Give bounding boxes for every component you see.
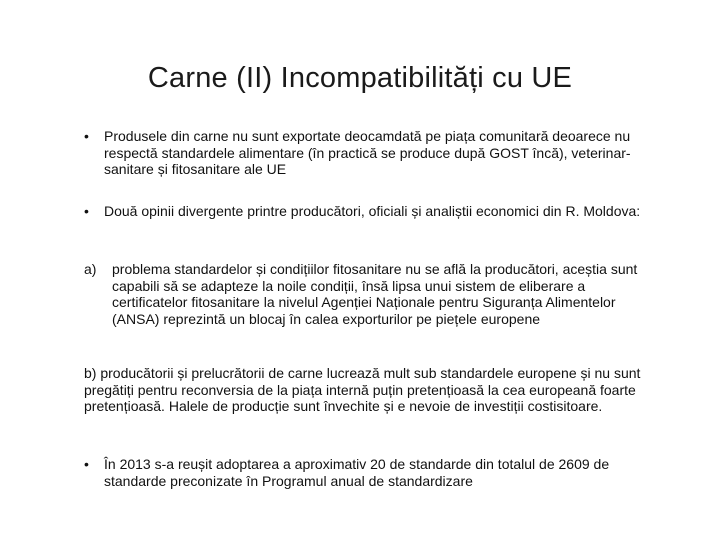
paragraph-b: b) producătorii și prelucrătorii de carne lucrează mult sub standardele europene și nu sunt pregătiți pentru reconversia de la piața internă puțin pretențioasă la cea europeană foarte pretențioasă. Halele de producție sunt învechite și e nevoie de investiții costisitoare. [84,365,641,414]
bullet-text: Două opinii divergente printre producători, oficiali și analiștii economici din R. Moldova: [104,203,641,219]
numbered-text: problema standardelor și condițiilor fitosanitare nu se află la producători, aceștia sunt capabili să se adapteze la noile condiții, însă lipsa unui sistem de eliberare a certificatelor fitosanitare la nivelul Agenției Naționale pentru Siguranța Alimentelor (ANSA) reprezintă un blocaj în calea exporturilor pe piețele europene [112,261,638,327]
bullet-item [84,203,674,220]
numbered-marker: a) [84,261,97,277]
bullet-text: În 2013 s-a reușit adoptarea a aproximativ 20 de standarde din totalul de 2609 de standarde preconizate în Programul anual de standardizare [104,456,610,489]
bullet-marker: • [84,128,89,144]
bullet-marker: • [84,203,89,219]
numbered-item-a [84,261,644,327]
slide-title: Carne (II) Incompatibilități cu UE [147,62,573,94]
bullet-text: Produsele din carne nu sunt exportate deocamdată pe piața comunitară deoarece nu respectă standardele alimentare (în practică se produce după GOST încă), veterinar-sanitare și fitosanitare ale UE [104,128,631,177]
bullet-marker: • [84,456,89,472]
bullet-item [84,128,674,178]
bullet-item [84,456,674,489]
